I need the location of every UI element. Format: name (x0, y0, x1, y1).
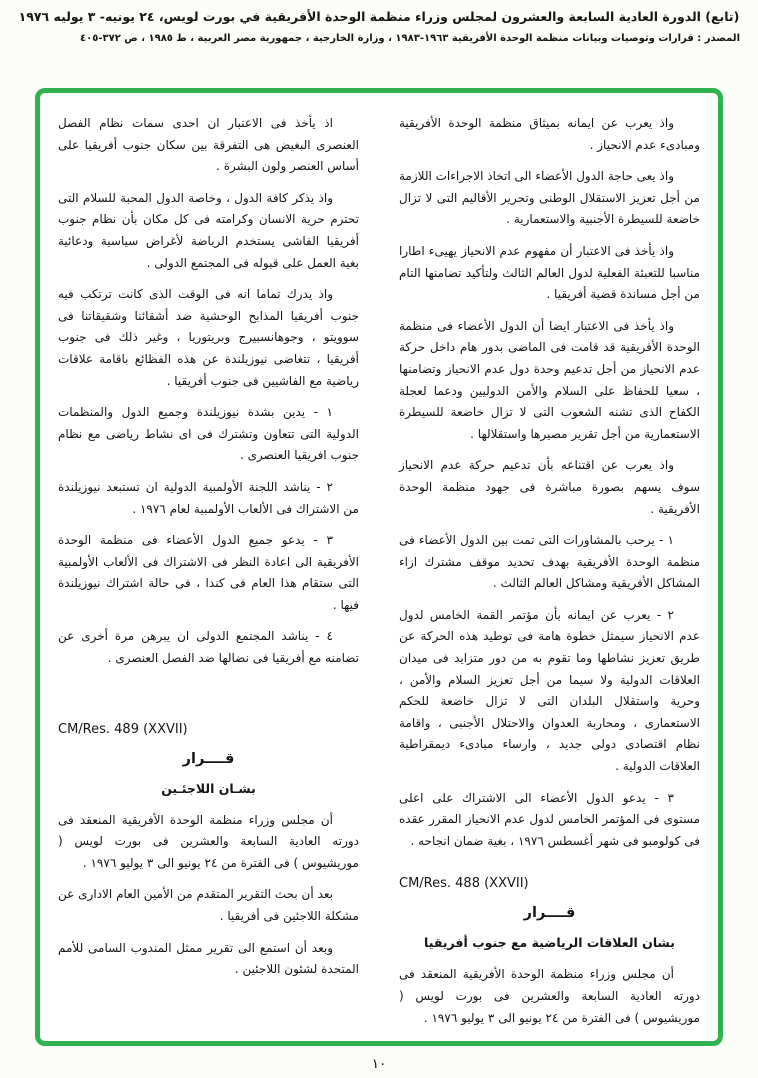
left-column (58, 113, 359, 1027)
resolution-opening-488: أن مجلس وزراء منظمة الوحدة الأفريقية المنعقد فى دورته العادية السابعة والعشرين فى بورت لويس ( موريشيوس ) فى الفترة من ٢٤ يونيو الى ٣ يوليو ١٩٧٦ . (399, 967, 700, 1025)
resolution-code-489: CM/Res. 489 (XXVII) (58, 721, 188, 737)
preamble-paragraph-charter: واذ يعرب عن ايمانه بميثاق منظمة الوحدة الأفريقية ومبادىء عدم الانحياز . (399, 116, 700, 152)
resolution-opening-489: أن مجلس وزراء منظمة الوحدة الأفريقية المنعقد فى دورته العادية السابعة والعشرين فى بورت لويس ( موريشيوس ) فى الفترة من ٢٤ يونيو الى ٣ يوليو ١٩٧٦ . (58, 812, 359, 870)
operative-clause-2-expresses-belief: ٢ - يعرب عن ايمانه بأن مؤتمر القمة الخامس لدول عدم الانحياز سيمثل خطوة هامة فى توطيد هذه الحركة عن طريق تعزيز نشاطها وما تقوم به من دور متزايد فى ميدان العلاقات الدولية ولا سيما من أجل تعزيز السلام والأمن ، وحرية واستقلال البلدان التى لا تزال خاضعة للحكم الاستعمارى ، ومحاربة العدوان والاحتلال الأجنبى ، واقامة نظام اقتصادى دولى جديد ، وارساء مبادىء ديمقراطية العلاقات الدولية . (399, 607, 700, 774)
page-header (18, 8, 740, 46)
right-column (399, 113, 700, 1027)
preamble-paragraph-nonaligned-concept: واذ يأخذ فى الاعتبار أن مفهوم عدم الانحياز يهيىء اطارا مناسبا للتعبئة الفعلية لدول العالم الثالث ولتأكيد تضامنها التام من أجل مساندة قضية أفريقيا . (399, 243, 700, 302)
resolution-heading-489: قــــرار (182, 750, 235, 767)
preamble-paragraph-conviction: واذ يعرب عن اقتناعه بأن تدعيم حركة عدم الانحياز سوف يسهم بصورة مباشرة فى جهود منظمة الوحدة الأفريقية . (399, 458, 700, 516)
preamble-paragraph-massacres: واذ يدرك تماما انه فى الوقت الذى كانت ترتكب فيه جنوب أفريقيا المذابح الوحشية ضد أشقائنا وشقيقاتنا فى سوويتو ، وجوهانسبيرج وبريتوريا ، وغير ذلك فى جنوب أفريقيا ، تتغاضى نيوزيلندة عن هذه الفظائع باقامة علاقات رياضية مع الفاشيين فى جنوب أفريقيا . (58, 287, 359, 388)
preamble-paragraph-reminds-states: واذ يذكر كافة الدول ، وخاصة الدول المحبة للسلام التى تحترم حرية الانسان وكرامته فى كل مكان بأن نظام جنوب أفريقيا الفاشى يستخدم الرياضة لأغراض سياسية ودعائية بغية العمل على قبوله فى المجتمع الدولى . (58, 190, 359, 270)
preamble-paragraph-member-states-role: واذ يأخذ فى الاعتبار ايضا أن الدول الأعضاء فى منظمة الوحدة الأفريقية قد قامت فى الماضى بدور هام داخل حركة عدم الانحياز من أجل تدعيم وحدة دول عدم الانحياز وتضامنها ، سعيا للحفاظ على السلام والأمن الدوليين ودعما لعجلة الكفاح الذى تشنه الشعوب التى لا تزال خاضعة للسيطرة الاستعمارية من أجل تقرير مصيرها واستقلالها . (399, 318, 700, 441)
resolution-subject-sports-relations: بشان العلاقات الرياضية مع جنوب أفريقيا (424, 935, 675, 951)
operative-clause-4-appeals-community: ٤ - يناشد المجتمع الدولى ان يبرهن مرة أخرى عن تضامنه مع أفريقيا فى نضالها ضد الفصل العنصرى . (58, 629, 359, 666)
paragraph-having-heard-unhcr: وبعد أن استمع الى تقرير ممثل المندوب السامى للأمم المتحدة لشئون اللاجئين . (58, 940, 359, 977)
content-border (35, 88, 723, 1046)
header-source-line: المصدر : قرارات وتوصيات وبيانات منظمة الوحدة الأفريقية ١٩٦٣-١٩٨٣ ، وزارة الخارجية ، جمهورية مصر العربية ، ط ١٩٨٥ ، ص ٣٧٢-٤٠٥ (80, 32, 740, 44)
page-number: ١٠ (371, 1056, 387, 1072)
page-footer (0, 1053, 758, 1072)
operative-clause-3-invites-reconsider: ٣ - يدعو جميع الدول الأعضاء فى منظمة الوحدة الأفريقية الى اعادة النظر فى الاشتراك فى الألعاب الأولمبية التى ستقام هذا العام فى كندا ، فى حالة اشتراك نيوزيلندة فيها . (58, 533, 359, 612)
operative-clause-3-invites: ٣ - يدعو الدول الأعضاء الى الاشتراك على اعلى مستوى فى المؤتمر الخامس لدول عدم الانحياز المقرر عقده فى كولومبو فى شهر أغسطس ١٩٧٦ ، بغية ضمان انجاحه . (399, 790, 700, 848)
operative-clause-2-appeals-ioc: ٢ - يناشد اللجنة الأولمبية الدولية ان تستبعد نيوزيلندة من الاشتراك فى الألعاب الأولمبية لعام ١٩٧٦ . (58, 479, 359, 516)
resolution-heading-488: قــــرار (523, 905, 576, 922)
resolution-subject-refugees: بشـان اللاجئـين (161, 780, 256, 796)
operative-clause-1-condemns: ١ - يدين بشدة نيوزيلندة وجميع الدول والمنظمات الدولية التى تتعاون وتشترك فى اى نشاط رياضى مع نظام جنوب افريقيا العنصرى . (58, 405, 359, 463)
paragraph-having-examined-report: بعد أن بحث التقرير المتقدم من الأمين العام الادارى عن مشكلة اللاجئين فى أفريقيا . (58, 887, 359, 924)
operative-clause-1-welcomes: ١ - يرحب بالمشاورات التى تمت بين الدول الأعضاء فى منظمة الوحدة الأفريقية بهدف تحديد موقف مشترك ازاء المشاكل الأفريقية ومشاكل العالم الثالث . (399, 533, 700, 591)
resolution-code-488: CM/Res. 488 (XXVII) (399, 876, 529, 892)
header-continuation-line: (تابع) الدورة العادية السابعة والعشرون لمجلس وزراء منظمة الوحدة الأفريقية في بورت لويس، ٢٤ يونيه- ٣ يوليه ١٩٧٦ (18, 9, 740, 24)
two-column-layout (58, 113, 700, 1027)
preamble-paragraph-measures: واذ يعى حاجة الدول الأعضاء الى اتخاذ الاجراءات اللازمة من أجل تعزيز الاستقلال الوطنى وتحرير الأقاليم التى لا تزال خاضعة للسيطرة الأجنبية والاستعمارية . (399, 169, 700, 227)
preamble-paragraph-apartheid: اذ يأخذ فى الاعتبار ان احدى سمات نظام الفصل العنصرى البغيض هى التفرقة بين سكان جنوب أفريقيا على أساس العنصر ولون البشرة . (58, 116, 359, 174)
